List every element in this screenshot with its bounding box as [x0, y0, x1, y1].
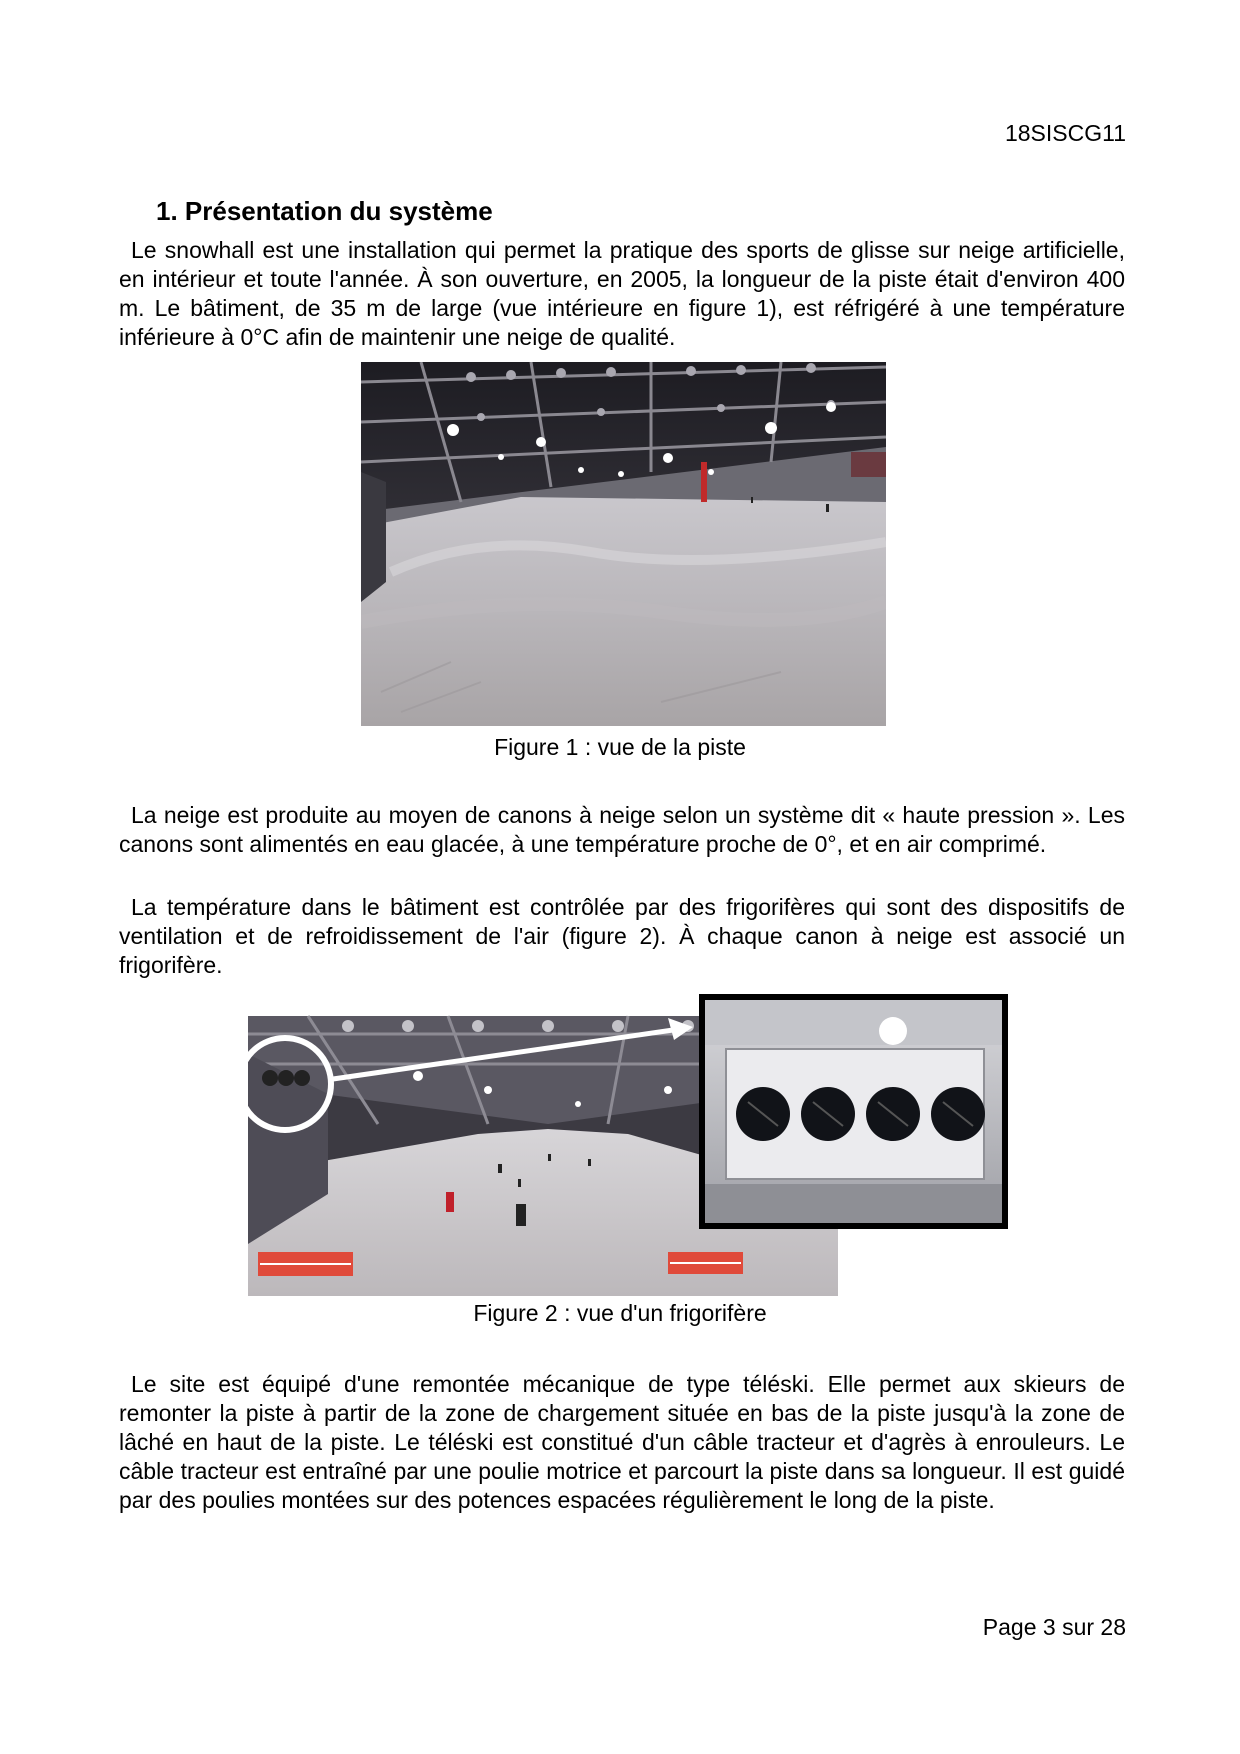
figure-2-caption: Figure 2 : vue d'un frigorifère: [473, 1300, 767, 1326]
section-title: 1. Présentation du système: [156, 196, 493, 226]
paragraph-temperature-control: La température dans le bâtiment est contrôlée par des frigorifères qui sont des dispositifs de ventilation et de refroidissement de l'air (figure 2). À chaque canon à neige est associé un frigorifère.: [119, 894, 1125, 978]
figure-2-cooler-photo: [248, 994, 1008, 1296]
paragraph-intro: Le snowhall est une installation qui permet la pratique des sports de glisse sur neige artificielle, en intérieur et toute l'année. À son ouverture, en 2005, la longueur de la piste était d'environ 400 m. Le bâtiment, de 35 m de large (vue intérieure en figure 1), est réfrigéré à une température inférieure à 0°C afin de maintenir une neige de qualité.: [119, 237, 1125, 350]
paragraph-snow-production: La neige est produite au moyen de canons à neige selon un système dit « haute pression ». Les canons sont alimentés en eau glacée, à une température proche de 0°, et en air comprimé.: [119, 802, 1125, 857]
page-number: Page 3 sur 28: [982, 1614, 1126, 1640]
document-code: 18SISCG11: [1004, 120, 1126, 146]
figure-1-caption: Figure 1 : vue de la piste: [494, 734, 746, 760]
figure-1-slope-photo: [361, 362, 886, 726]
paragraph-ski-lift: Le site est équipé d'une remontée mécanique de type téléski. Elle permet aux skieurs de remonter la piste à partir de la zone de chargement située en bas de la piste jusqu'à la zone de lâché en haut de la piste. Le téléski est constitué d'un câble tracteur et d'agrès à enrouleurs. Le câble tracteur est entraîné par une poulie motrice et parcourt la piste dans sa longueur. Il est guidé par des poulies montées sur des potences espacées régulièrement le long de la piste.: [119, 1371, 1125, 1513]
